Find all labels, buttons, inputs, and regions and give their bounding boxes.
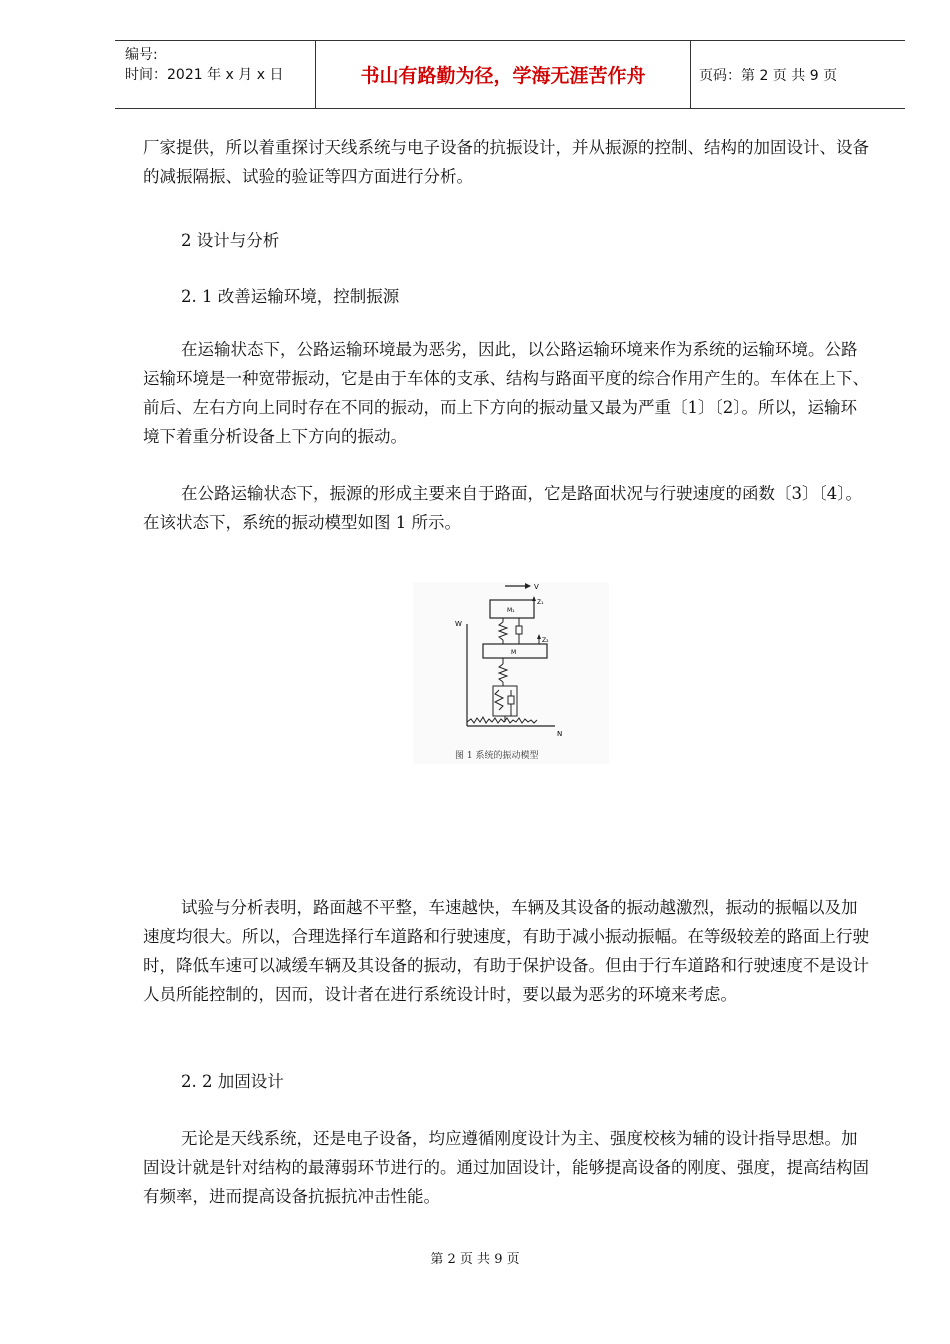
figure-label-z1: Z₁ xyxy=(537,599,544,606)
figure-label-n: N xyxy=(557,730,563,738)
section-heading-2: 2 设计与分析 xyxy=(181,231,280,250)
paragraph-transport: 在运输状态下，公路运输环境最为恶劣，因此，以公路运输环境来作为系统的运输环境。公路运输环境是一种宽带振动，它是由于车体的支承、结构与路面平度的综合作用产生的。车体在上下、前后、左右方向上同时存在不同的振动，而上下方向的振动量又最为严重〔1〕〔2〕。所以，运输环境下着重分析设备上下方向的振动。 xyxy=(143,340,869,446)
doc-date-label: 时间：2021 年 x 月 x 日 xyxy=(125,67,284,83)
vibration-model-figure xyxy=(413,582,609,764)
page-header xyxy=(115,40,905,109)
header-motto: 书山有路勤为径，学海无涯苦作舟 xyxy=(315,41,691,108)
figure-label-w: W xyxy=(455,620,462,628)
header-page-label: 页码：第 2 页 共 9 页 xyxy=(699,68,838,84)
header-meta xyxy=(125,45,283,85)
figure-label-m1: M₁ xyxy=(507,607,515,614)
figure-caption: 图 1 系统的振动模型 xyxy=(455,751,539,761)
figure-label-v: V xyxy=(534,583,539,591)
section-heading-2-1: 2. 1 改善运输环境，控制振源 xyxy=(181,287,400,306)
paragraph-intro: 厂家提供，所以着重探讨天线系统与电子设备的抗振设计，并从振源的控制、结构的加固设计、设备的减振隔振、试验的验证等四方面进行分析。 xyxy=(143,138,869,186)
figure-label-z2: Z₂ xyxy=(542,637,549,644)
figure-label-m2: M xyxy=(511,649,517,656)
section-heading-2-2: 2. 2 加固设计 xyxy=(181,1072,284,1091)
doc-number-label: 编号: xyxy=(125,47,158,63)
paragraph-reinforcement: 无论是天线系统，还是电子设备，均应遵循刚度设计为主、强度校核为辅的设计指导思想。加固设计就是针对结构的最薄弱环节进行的。通过加固设计，能够提高设备的刚度、强度，提高结构固有频率，进而提高设备抗振抗冲击性能。 xyxy=(143,1129,869,1206)
paragraph-vibration-source: 在公路运输状态下，振源的形成主要来自于路面，它是路面状况与行驶速度的函数〔3〕〔4〕。在该状态下，系统的振动模型如图 1 所示。 xyxy=(143,484,862,532)
page-footer: 第 2 页 共 9 页 xyxy=(430,1252,520,1267)
paragraph-analysis: 试验与分析表明，路面越不平整，车速越快，车辆及其设备的振动越激烈，振动的振幅以及加速度均很大。所以，合理选择行车道路和行驶速度，有助于减小振动振幅。在等级较差的路面上行驶时，降低车速可以减缓车辆及其设备的振动，有助于保护设备。但由于行车道路和行驶速度不是设计人员所能控制的，因而，设计者在进行系统设计时，要以最为恶劣的环境来考虑。 xyxy=(143,898,869,1004)
